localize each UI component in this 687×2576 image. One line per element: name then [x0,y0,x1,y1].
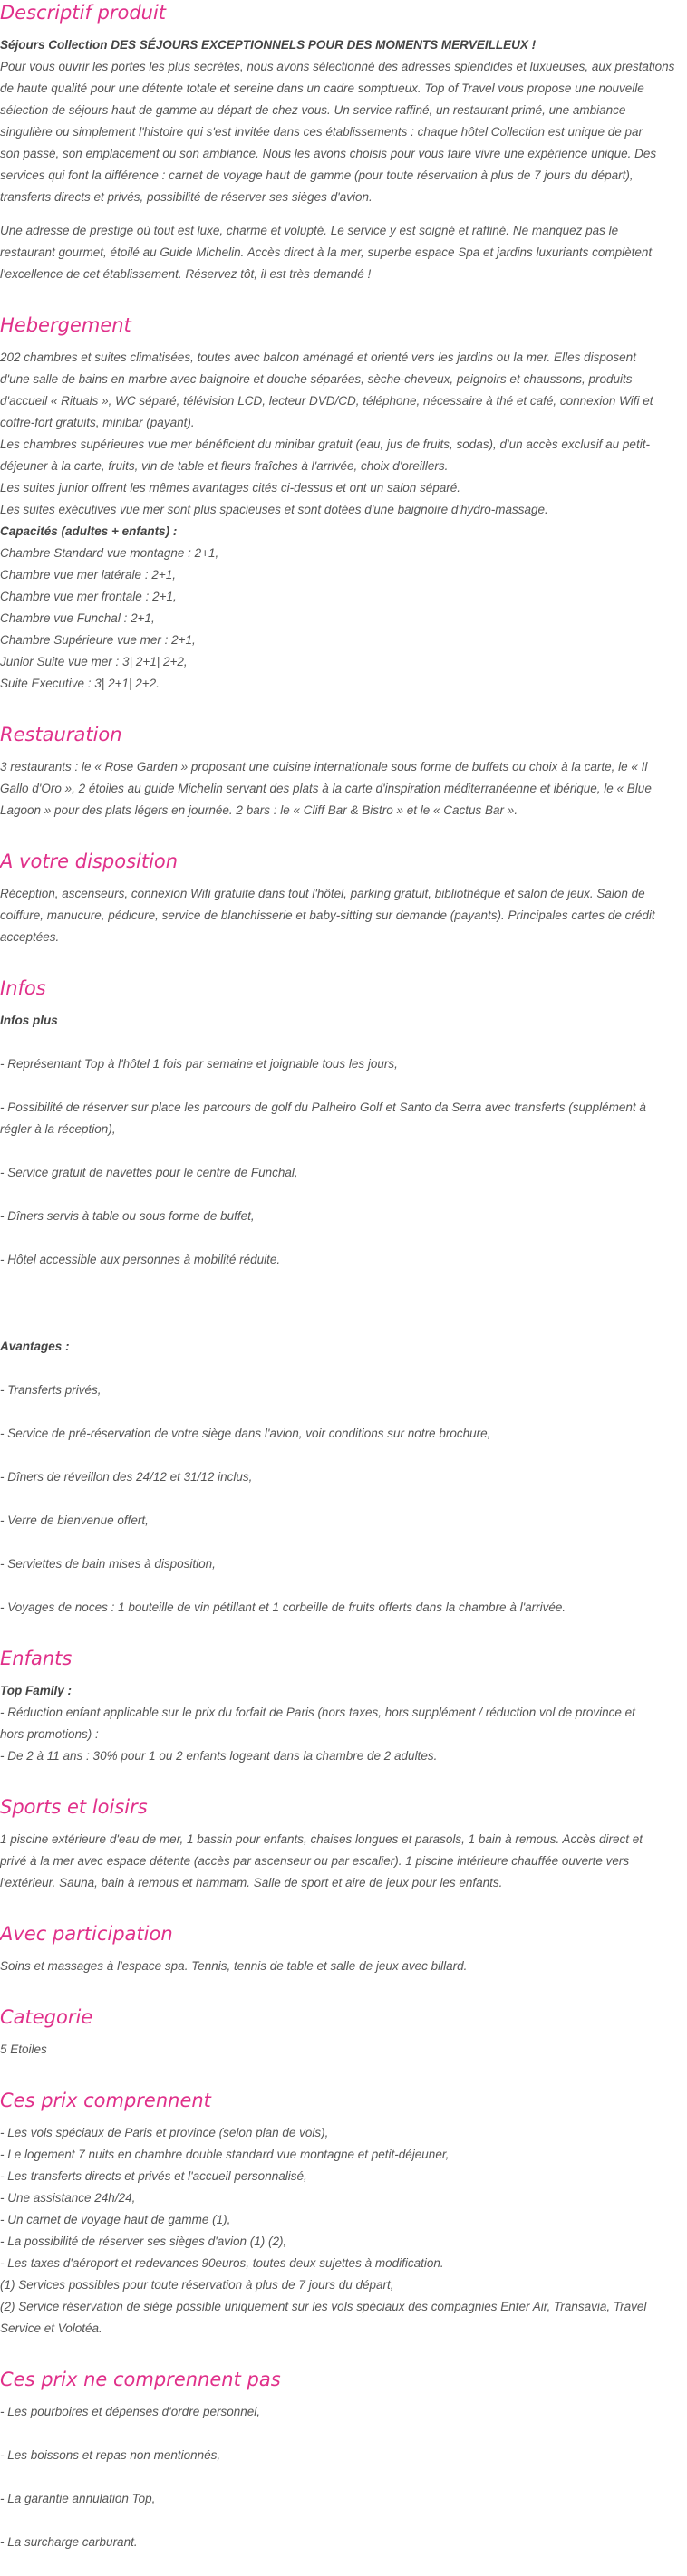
section-heading-sports: Sports et loisirs [0,1796,148,1818]
text-line: Les chambres supérieures vue mer bénéficient du minibar gratuit (eau, jus de fruits, sodas), d'un accès exclusif au petit- [0,437,650,451]
text-line: 202 chambres et suites climatisées, toutes avec balcon aménagé et orienté vers les jardins ou la mer. Elles disposent [0,351,636,364]
text-line: Les suites exécutives vue mer sont plus spacieuses et sont dotées d'une baignoire d'hydro-massage. [0,503,548,516]
avantage-item: - Voyages de noces : 1 bouteille de vin pétillant et 1 corbeille de fruits offerts dans la chambre à l'arrivée. [0,1600,566,1614]
avantage-item: - Dîners de réveillon des 24/12 et 31/12 inclus, [0,1470,253,1484]
text-line: services qui font la différence : carnet de voyage haut de gamme (pour toute réservation à plus de 7 jours du départ), [0,168,634,182]
text-line: - Un carnet de voyage haut de gamme (1), [0,2213,231,2226]
enfants-paragraph [0,1702,680,1767]
ne-comprennent-item: - La surcharge carburant. [0,2535,138,2549]
infos-plus-list [0,1053,680,1271]
section-heading-participation: Avec participation [0,1923,173,1945]
section-heading-ne-comprennent: Ces prix ne comprennent pas [0,2369,281,2390]
text-line: l'excellence de cet établissement. Réservez tôt, il est très demandé ! [0,267,372,281]
capacite-item: Junior Suite vue mer : 3| 2+1| 2+2, [0,655,188,668]
text-line: (1) Services possibles pour toute réservation à plus de 7 jours du départ, [0,2278,394,2292]
infos-plus-item [0,1097,680,1140]
text-line: coiffure, manucure, pédicure, service de blanchisserie et baby-sitting sur demande (payants). Principales cartes de crédit [0,908,655,922]
sports-paragraph [0,1829,680,1894]
ne-comprennent-item: - Les boissons et repas non mentionnés, [0,2448,221,2462]
infos-plus-item [0,1053,680,1075]
infos-plus-item [0,1249,680,1271]
hebergement-paragraph [0,347,680,521]
ne-comprennent-item: - La garantie annulation Top, [0,2492,156,2505]
avantage-item: - Verre de bienvenue offert, [0,1514,149,1527]
text-line: - Les vols spéciaux de Paris et province (selon plan de vols), [0,2126,329,2139]
text-line: - La possibilité de réserver ses sièges d'avion (1) (2), [0,2235,287,2248]
infos-plus-label: Infos plus [0,1014,58,1027]
text-line: 5 Etoiles [0,2043,47,2056]
text-line: - Les taxes d'aéroport et redevances 90euros, toutes deux sujettes à modification. [0,2256,444,2270]
text-line: régler à la réception), [0,1122,116,1136]
section-heading-disposition: A votre disposition [0,851,179,872]
text-line: restaurant gourmet, étoilé au Guide Michelin. Accès direct à la mer, superbe espace Spa et jardins luxuriants complètent [0,245,653,259]
enfants-label: Top Family : [0,1684,73,1697]
text-line: - Service gratuit de navettes pour le centre de Funchal, [0,1166,298,1179]
descriptif-paragraph [0,220,680,285]
descriptif-tagline: Séjours Collection DES SÉJOURS EXCEPTIONNELS POUR DES MOMENTS MERVEILLEUX ! [0,38,537,52]
text-line: Une adresse de prestige où tout est luxe, charme et volupté. Le service y est soigné et raffiné. Ne manquez pas le [0,224,619,237]
ne-comprennent-item: - Les pourboires et dépenses d'ordre personnel, [0,2405,261,2418]
text-line: coffre-fort gratuits, minibar (payant). [0,416,195,429]
text-line: sélection de séjours haut de gamme au départ de chez vous. Un service raffiné, un restaurant primé, une ambiance [0,103,626,117]
text-line: 1 piscine extérieure d'eau de mer, 1 bassin pour enfants, chaises longues et parasols, 1 bain à remous. Accès direct et [0,1832,643,1846]
section-heading-infos: Infos [0,977,46,999]
capacites-list [0,543,680,695]
text-line: - Une assistance 24h/24, [0,2191,136,2205]
text-line: - Les transferts directs et privés et l'accueil personnalisé, [0,2169,307,2183]
section-heading-enfants: Enfants [0,1648,73,1669]
text-line: - Réduction enfant applicable sur le prix du forfait de Paris (hors taxes, hors supplément / réduction vol de province et [0,1706,635,1719]
avantages-label: Avantages : [0,1340,70,1353]
infos-plus-item [0,1206,680,1227]
text-line: Service et Volotéa. [0,2321,102,2335]
text-line: hors promotions) : [0,1727,99,1741]
capacites-label: Capacités (adultes + enfants) : [0,524,178,538]
text-line: - Hôtel accessible aux personnes à mobilité réduite. [0,1253,281,1266]
text-line: Lagoon » pour des plats légers en journée. 2 bars : le « Cliff Bar & Bistro » et le « Cactus Bar ». [0,803,518,817]
capacite-item: Suite Executive : 3| 2+1| 2+2. [0,677,160,690]
text-line: déjeuner à la carte, fruits, vin de table et fleurs fraîches à l'arrivée, choix d'oreillers. [0,459,449,473]
text-line: Gallo d'Oro », 2 étoiles au guide Michelin servant des plats à la carte d'inspiration méditerranéenne et ibérique, le « Blue [0,782,652,795]
text-line: transferts directs et privés, possibilité de réserver ses sièges d'avion. [0,190,373,204]
avantage-item: - Transferts privés, [0,1383,102,1397]
section-heading-categorie: Categorie [0,2006,93,2028]
disposition-paragraph [0,883,680,948]
text-line: - Dîners servis à table ou sous forme de buffet, [0,1209,255,1223]
infos-plus-item [0,1162,680,1184]
text-line: son passé, son emplacement ou son ambiance. Nous les avons choisis pour vous faire vivre une expérience unique. Des [0,147,657,160]
text-line: d'accueil « Rituals », WC séparé, télévision LCD, lecteur DVD/CD, téléphone, nécessaire à thé et café, connexion Wifi et [0,394,653,408]
text-line: - Possibilité de réserver sur place les parcours de golf du Palheiro Golf et Santo da Serra avec transferts (supplément à [0,1101,646,1114]
capacite-item: Chambre Standard vue montagne : 2+1, [0,546,219,560]
avantages-list [0,1379,680,1619]
section-heading-hebergement: Hebergement [0,314,131,336]
text-line: acceptées. [0,930,60,944]
ne-comprennent-list [0,2401,680,2553]
text-line: Les suites junior offrent les mêmes avantages cités ci-dessus et ont un salon séparé. [0,481,461,495]
text-line: Soins et massages à l'espace spa. Tennis, tennis de table et salle de jeux avec billard. [0,1959,468,1973]
capacite-item: Chambre vue mer frontale : 2+1, [0,590,177,603]
text-line: Pour vous ouvrir les portes les plus secrètes, nous avons sélectionné des adresses splendides et luxueuses, aux prestations [0,60,675,73]
text-line: singulière ou simplement l'histoire qui s'est invitée dans ces établissements : chaque hôtel Collection est unique de par [0,125,643,139]
comprennent-list [0,2122,680,2340]
text-line: - Représentant Top à l'hôtel 1 fois par semaine et joignable tous les jours, [0,1057,398,1071]
text-line: - Le logement 7 nuits en chambre double standard vue montagne et petit-déjeuner, [0,2148,450,2161]
text-line: de haute qualité pour une détente totale et sereine dans un cadre somptueux. Top of Travel vous propose une nouvelle [0,82,644,95]
avantage-item: - Service de pré-réservation de votre siège dans l'avion, voir conditions sur notre brochure, [0,1427,491,1440]
text-line: (2) Service réservation de siège possible uniquement sur les vols spéciaux des compagnies Enter Air, Transavia, Travel [0,2300,647,2313]
text-line: 3 restaurants : le « Rose Garden » proposant une cuisine internationale sous forme de buffets ou choix à la carte, le « Il [0,760,648,774]
text-line: Réception, ascenseurs, connexion Wifi gratuite dans tout l'hôtel, parking gratuit, bibliothèque et salon de jeux. Salon de [0,887,645,900]
categorie-value [0,2039,680,2061]
capacite-item: Chambre vue mer latérale : 2+1, [0,568,176,582]
participation-paragraph [0,1956,680,1977]
text-line: d'une salle de bains en marbre avec baignoire et douche séparées, sèche-cheveux, peignoirs et chaussons, produits [0,372,633,386]
section-heading-comprennent: Ces prix comprennent [0,2090,211,2111]
restauration-paragraph [0,756,680,822]
text-line: - De 2 à 11 ans : 30% pour 1 ou 2 enfants logeant dans la chambre de 2 adultes. [0,1749,438,1763]
avantage-item: - Serviettes de bain mises à disposition, [0,1557,216,1571]
text-line: privé à la mer avec espace détente (accès par ascenseur ou par escalier). 1 piscine intérieure chauffée ouverte vers [0,1854,630,1868]
capacite-item: Chambre vue Funchal : 2+1, [0,611,155,625]
section-heading-restauration: Restauration [0,724,122,745]
capacite-item: Chambre Supérieure vue mer : 2+1, [0,633,196,647]
section-heading-descriptif: Descriptif produit [0,2,167,24]
text-line: l'extérieur. Sauna, bain à remous et hammam. Salle de sport et aire de jeux pour les enfants. [0,1876,503,1889]
descriptif-paragraph [0,56,680,208]
